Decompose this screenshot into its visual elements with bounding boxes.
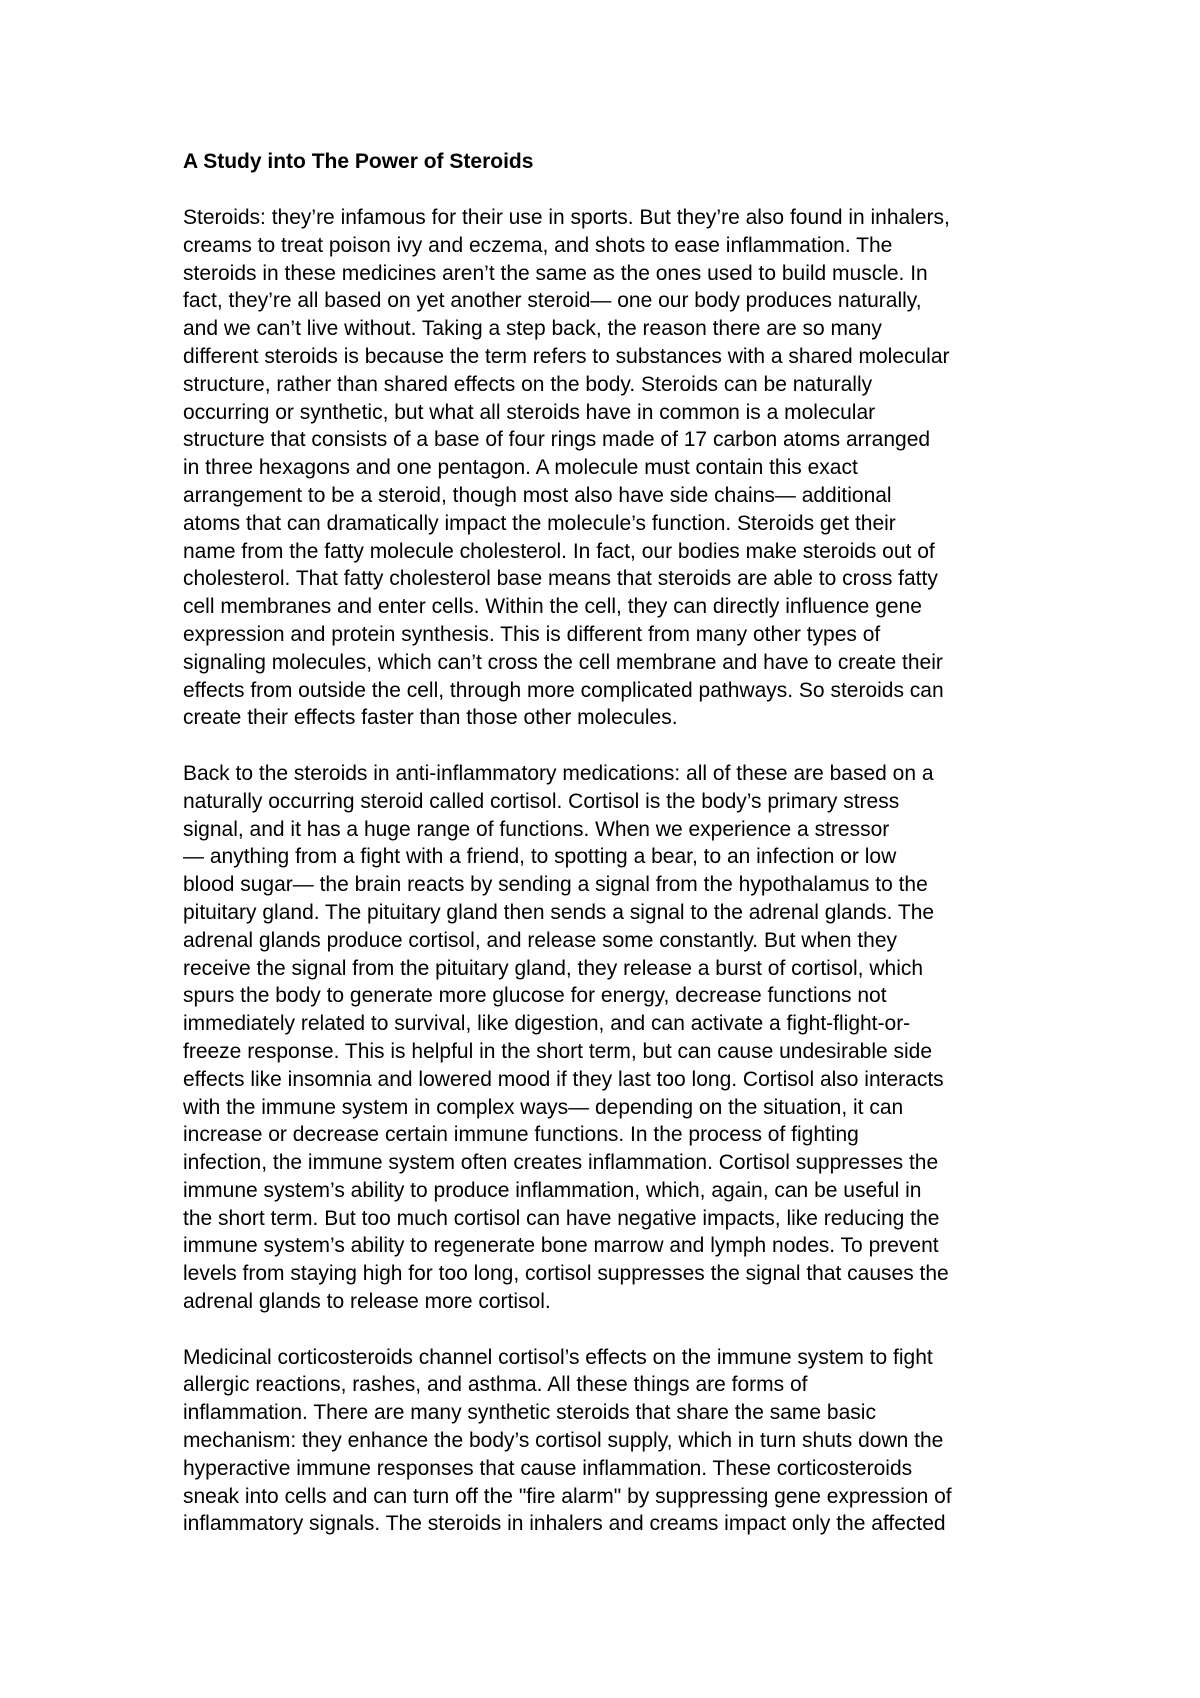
- paragraph-corticosteroids: [183, 1344, 1033, 1539]
- document-title: A Study into The Power of Steroids: [183, 150, 534, 173]
- text-line: in three hexagons and one pentagon. A molecule must contain this exact: [183, 456, 858, 480]
- text-line: Medicinal corticosteroids channel cortisol’s effects on the immune system to fight: [183, 1345, 933, 1369]
- text-line: expression and protein synthesis. This is different from many other types of: [183, 622, 881, 646]
- text-line: arrangement to be a steroid, though most also have side chains— additional: [183, 483, 892, 507]
- text-line: the short term. But too much cortisol can have negative impacts, like reducing the: [183, 1206, 940, 1230]
- text-line: receive the signal from the pituitary gland, they release a burst of cortisol, which: [183, 956, 924, 980]
- text-line: signal, and it has a huge range of functions. When we experience a stressor: [183, 817, 890, 841]
- text-line: with the immune system in complex ways— depending on the situation, it can: [183, 1095, 904, 1119]
- text-line: different steroids is because the term refers to substances with a shared molecular: [183, 344, 950, 368]
- paragraph-cortisol: [183, 760, 1033, 1316]
- text-line: freeze response. This is helpful in the short term, but can cause undesirable side: [183, 1039, 933, 1063]
- text-line: Back to the steroids in anti-inflammatory medications: all of these are based on a: [183, 761, 934, 785]
- paragraph-steroids-intro: [183, 204, 1033, 732]
- text-line: infection, the immune system often creates inflammation. Cortisol suppresses the: [183, 1151, 939, 1175]
- text-line: increase or decrease certain immune functions. In the process of fighting: [183, 1123, 859, 1147]
- text-line: cell membranes and enter cells. Within the cell, they can directly influence gene: [183, 595, 922, 619]
- text-line: blood sugar— the brain reacts by sending a signal from the hypothalamus to the: [183, 873, 928, 897]
- text-line: occurring or synthetic, but what all steroids have in common is a molecular: [183, 400, 876, 424]
- document-body: [183, 148, 1033, 1566]
- text-line: adrenal glands produce cortisol, and release some constantly. But when they: [183, 928, 898, 952]
- text-line: name from the fatty molecule cholesterol. In fact, our bodies make steroids out of: [183, 539, 935, 563]
- text-line: and we can’t live without. Taking a step back, the reason there are so many: [183, 317, 882, 341]
- text-line: signaling molecules, which can’t cross the cell membrane and have to create their: [183, 650, 943, 674]
- text-line: Steroids: they’re infamous for their use in sports. But they’re also found in inhalers,: [183, 206, 950, 229]
- text-line: sneak into cells and can turn off the "fire alarm" by suppressing gene expression of: [183, 1484, 952, 1508]
- text-line: cholesterol. That fatty cholesterol base means that steroids are able to cross fatty: [183, 567, 938, 591]
- text-line: create their effects faster than those other molecules.: [183, 706, 678, 730]
- text-line: immediately related to survival, like digestion, and can activate a fight-flight-or-: [183, 1012, 911, 1036]
- text-line: allergic reactions, rashes, and asthma. All these things are forms of: [183, 1373, 808, 1397]
- text-line: creams to treat poison ivy and eczema, and shots to ease inflammation. The: [183, 233, 893, 257]
- text-line: structure that consists of a base of four rings made of 17 carbon atoms arranged: [183, 428, 931, 452]
- text-line: inflammation. There are many synthetic steroids that share the same basic: [183, 1401, 876, 1425]
- text-line: naturally occurring steroid called cortisol. Cortisol is the body’s primary stress: [183, 789, 900, 813]
- text-line: effects like insomnia and lowered mood if they last too long. Cortisol also interacts: [183, 1067, 944, 1091]
- text-line: adrenal glands to release more cortisol.: [183, 1290, 551, 1314]
- text-line: effects from outside the cell, through more complicated pathways. So steroids can: [183, 678, 944, 702]
- text-line: immune system’s ability to produce inflammation, which, again, can be useful in: [183, 1178, 922, 1202]
- text-line: atoms that can dramatically impact the molecule’s function. Steroids get their: [183, 511, 896, 535]
- text-line: fact, they’re all based on yet another steroid— one our body produces naturally,: [183, 289, 922, 313]
- text-line: levels from staying high for too long, cortisol suppresses the signal that causes the: [183, 1262, 949, 1286]
- text-line: pituitary gland. The pituitary gland then sends a signal to the adrenal glands. The: [183, 900, 935, 924]
- text-line: steroids in these medicines aren’t the same as the ones used to build muscle. In: [183, 261, 928, 285]
- text-line: structure, rather than shared effects on the body. Steroids can be naturally: [183, 372, 873, 396]
- text-line: hyperactive immune responses that cause inflammation. These corticosteroids: [183, 1456, 913, 1480]
- text-line: mechanism: they enhance the body’s cortisol supply, which in turn shuts down the: [183, 1429, 944, 1453]
- text-line: inflammatory signals. The steroids in inhalers and creams impact only the affected: [183, 1512, 946, 1536]
- text-line: immune system’s ability to regenerate bone marrow and lymph nodes. To prevent: [183, 1234, 939, 1258]
- text-line: spurs the body to generate more glucose for energy, decrease functions not: [183, 984, 887, 1008]
- text-line: — anything from a fight with a friend, to spotting a bear, to an infection or low: [183, 845, 897, 869]
